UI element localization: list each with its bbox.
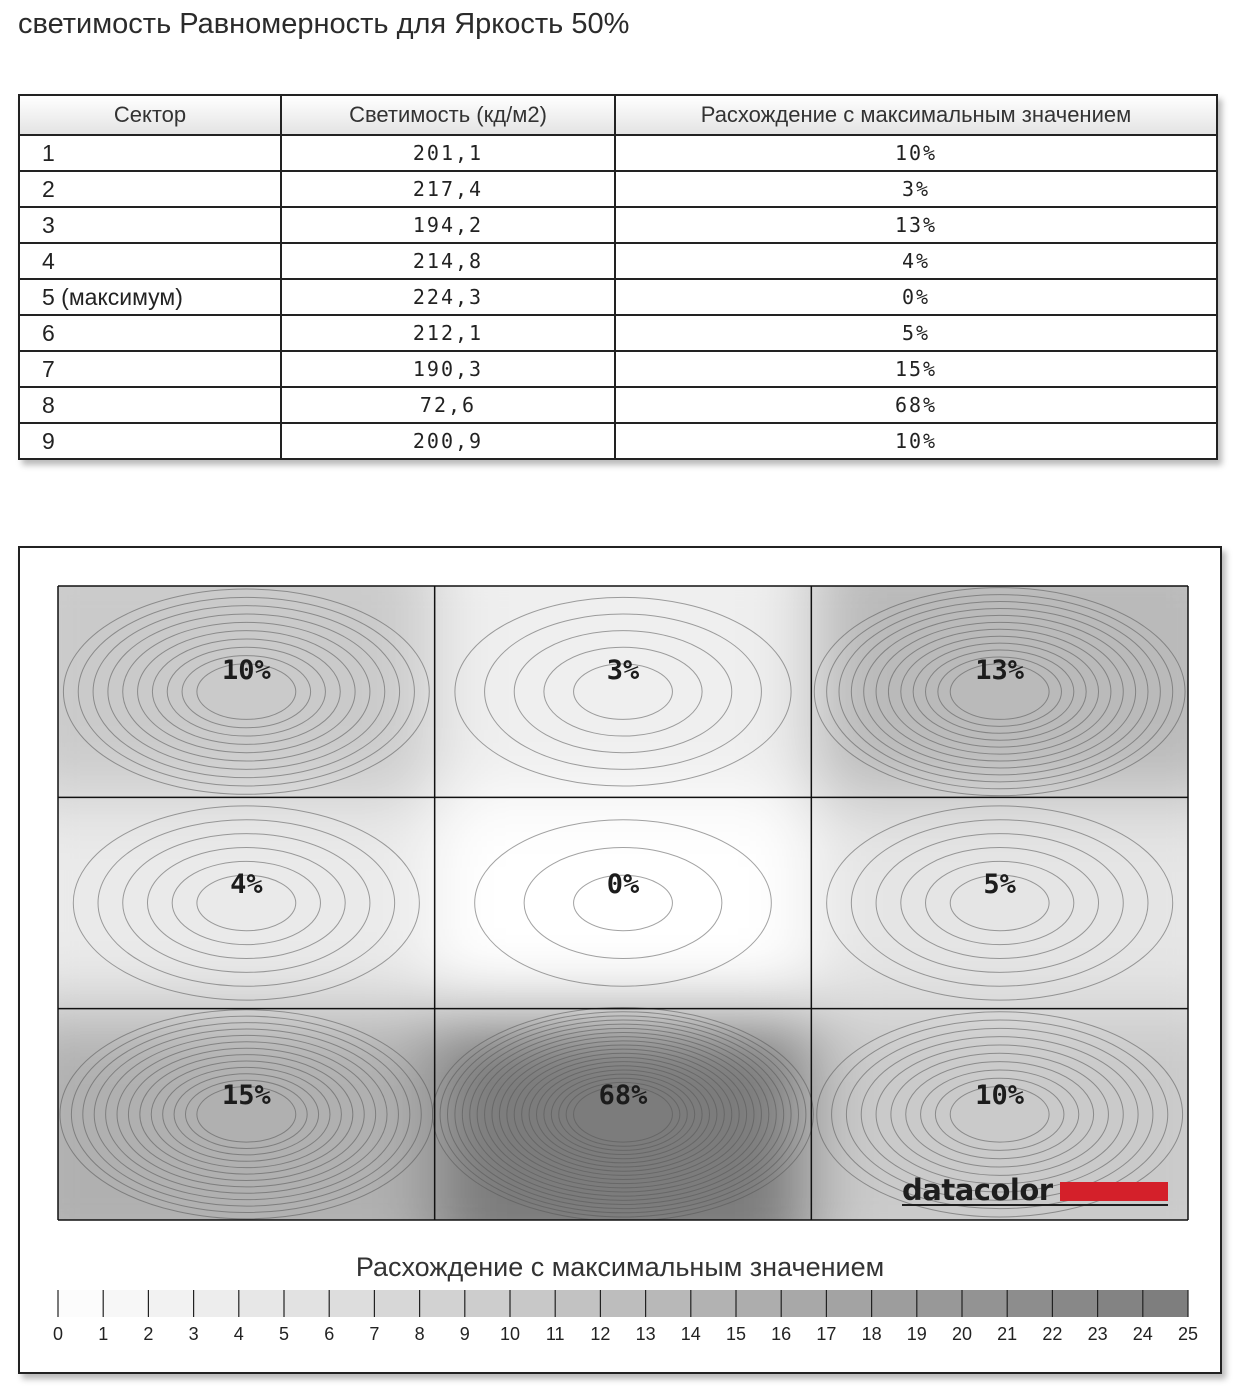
scale-tick-label: 4	[233, 1324, 244, 1344]
sector-cell: 5 (максимум)	[19, 279, 281, 315]
page-title: светимость Равномерность для Яркость 50%	[18, 8, 630, 40]
cell-label-5: 0%	[606, 869, 640, 900]
scale-swatch	[329, 1290, 374, 1317]
scale-tick-label: 15	[725, 1324, 747, 1344]
table-body	[19, 135, 1217, 459]
uniformity-heatmap	[20, 548, 1220, 1372]
scale-swatch	[284, 1290, 329, 1317]
scale-tick-label: 10	[499, 1324, 521, 1344]
scale-swatch	[1098, 1290, 1143, 1317]
sector-cell: 7	[19, 351, 281, 387]
deviation-cell: 68%	[615, 387, 1217, 423]
header-deviation: Расхождение с максимальным значением	[615, 95, 1217, 135]
luminance-cell: 200,9	[281, 423, 615, 459]
scale-title: Расхождение с максимальным значением	[355, 1252, 885, 1282]
scale-tick-label: 14	[680, 1324, 701, 1344]
header-sector: Сектор	[19, 95, 281, 135]
scale-tick-label: 20	[951, 1324, 973, 1344]
luminance-cell: 212,1	[281, 315, 615, 351]
sector-cell: 1	[19, 135, 281, 171]
luminance-cell: 194,2	[281, 207, 615, 243]
cell-label-3: 13%	[975, 655, 1025, 686]
cell-label-1: 10%	[221, 655, 271, 686]
scale-swatch	[194, 1290, 239, 1317]
scale-tick-label: 5	[278, 1324, 290, 1344]
scale-tick-label: 2	[143, 1324, 154, 1344]
table-row	[19, 207, 1217, 243]
scale-swatch	[555, 1290, 600, 1317]
deviation-cell: 5%	[615, 315, 1217, 351]
heat-cell-4	[20, 797, 435, 1008]
deviation-cell: 10%	[615, 135, 1217, 171]
uniformity-table-wrap	[18, 94, 1218, 460]
scale-swatch	[872, 1290, 917, 1317]
table-header-row	[19, 95, 1217, 135]
table-row	[19, 279, 1217, 315]
deviation-cell: 15%	[615, 351, 1217, 387]
cell-label-6: 5%	[983, 869, 1016, 900]
deviation-cell: 0%	[615, 279, 1217, 315]
luminance-cell: 214,8	[281, 243, 615, 279]
scale-tick-label: 1	[98, 1324, 109, 1344]
cell-label-8: 68%	[598, 1080, 648, 1111]
scale-tick-label: 16	[771, 1324, 792, 1344]
scale-swatch	[826, 1290, 871, 1317]
scale-tick-label: 8	[414, 1324, 425, 1344]
scale-swatch	[239, 1290, 284, 1317]
scale-tick-label: 3	[188, 1324, 199, 1344]
table-row	[19, 423, 1217, 459]
scale-tick-label: 6	[324, 1324, 335, 1344]
scale-swatch	[691, 1290, 736, 1317]
header-luminance: Светимость (кд/м2)	[281, 95, 615, 135]
luminance-cell: 190,3	[281, 351, 615, 387]
cell-label-7: 15%	[221, 1080, 271, 1111]
deviation-cell: 10%	[615, 423, 1217, 459]
table-row	[19, 135, 1217, 171]
cell-label-2: 3%	[606, 655, 640, 686]
luminance-cell: 224,3	[281, 279, 615, 315]
scale-tick-label: 17	[816, 1324, 837, 1344]
scale-tick-label: 11	[545, 1324, 565, 1344]
luminance-cell: 201,1	[281, 135, 615, 171]
sector-cell: 2	[19, 171, 281, 207]
scale-swatch	[917, 1290, 962, 1317]
scale-tick-label: 13	[635, 1324, 656, 1344]
scale-swatch	[510, 1290, 555, 1317]
scale-swatch	[420, 1290, 465, 1317]
uniformity-chart	[18, 546, 1222, 1374]
scale-swatch	[781, 1290, 826, 1317]
scale-swatch	[646, 1290, 691, 1317]
scale-tick-label: 25	[1177, 1324, 1199, 1344]
cell-label-9: 10%	[975, 1080, 1025, 1111]
scale-tick-label: 24	[1132, 1324, 1153, 1344]
scale-tick-label: 7	[369, 1324, 380, 1344]
deviation-cell: 13%	[615, 207, 1217, 243]
uniformity-table	[18, 94, 1218, 460]
sector-cell: 8	[19, 387, 281, 423]
scale-swatch	[58, 1290, 103, 1317]
sector-cell: 3	[19, 207, 281, 243]
scale-tick-label: 18	[861, 1324, 882, 1344]
heat-cell-6	[811, 797, 1220, 1008]
deviation-cell: 3%	[615, 171, 1217, 207]
scale-swatch	[600, 1290, 645, 1317]
scale-tick-label: 12	[590, 1324, 611, 1344]
scale-swatch	[1143, 1290, 1188, 1317]
scale-tick-label: 21	[997, 1324, 1018, 1344]
datacolor-logo-text: datacolor	[902, 1173, 1053, 1207]
scale-swatch	[374, 1290, 419, 1317]
table-row	[19, 387, 1217, 423]
scale-tick-label: 9	[459, 1324, 470, 1344]
scale-tick-label: 0	[52, 1324, 64, 1344]
scale-tick-label: 19	[906, 1324, 927, 1344]
table-row	[19, 315, 1217, 351]
table-row	[19, 171, 1217, 207]
datacolor-logo-bar	[1060, 1182, 1168, 1201]
luminance-cell: 217,4	[281, 171, 615, 207]
scale-swatch	[736, 1290, 781, 1317]
table-row	[19, 243, 1217, 279]
sector-cell: 4	[19, 243, 281, 279]
scale-swatch	[1007, 1290, 1052, 1317]
scale-swatch	[1052, 1290, 1097, 1317]
heat-cell-5	[435, 797, 812, 1008]
cell-label-4: 4%	[230, 869, 263, 900]
luminance-cell: 72,6	[281, 387, 615, 423]
scale-swatch	[103, 1290, 148, 1317]
scale-swatch	[148, 1290, 193, 1317]
sector-cell: 9	[19, 423, 281, 459]
scale-tick-label: 23	[1087, 1324, 1108, 1344]
scale-tick-label: 22	[1042, 1324, 1063, 1344]
table-row	[19, 351, 1217, 387]
sector-cell: 6	[19, 315, 281, 351]
deviation-cell: 4%	[615, 243, 1217, 279]
scale-swatch	[465, 1290, 510, 1317]
scale-swatch	[962, 1290, 1007, 1317]
